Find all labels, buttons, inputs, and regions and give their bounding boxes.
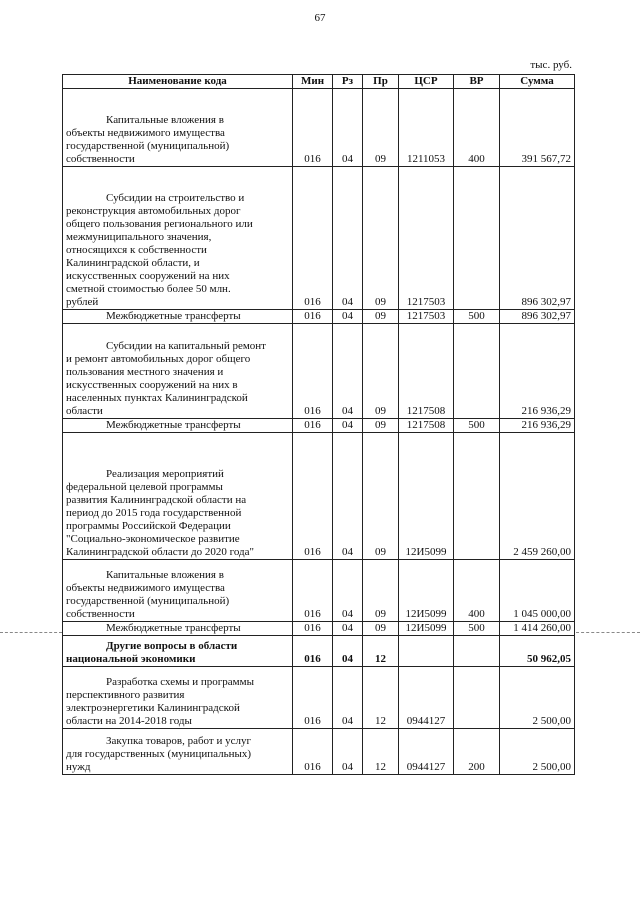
row-name: Капитальные вложения в объекты недвижимого имущества государственной (муниципальной) собственности <box>63 560 293 622</box>
row-sum: 2 500,00 <box>500 729 575 775</box>
row-name: Другие вопросы в области национальной экономики <box>63 636 293 667</box>
row-min: 016 <box>293 636 333 667</box>
currency-unit: тыс. руб. <box>530 59 572 71</box>
row-csr: 12И5099 <box>399 433 454 560</box>
row-min: 016 <box>293 433 333 560</box>
row-pr: 09 <box>363 419 399 433</box>
table-row <box>63 636 575 667</box>
row-pr: 09 <box>363 310 399 324</box>
row-csr: 1217508 <box>399 419 454 433</box>
row-rz: 04 <box>333 167 363 310</box>
row-min: 016 <box>293 324 333 419</box>
row-csr <box>399 636 454 667</box>
fold-line-right <box>576 632 640 633</box>
row-min: 016 <box>293 167 333 310</box>
row-sum: 216 936,29 <box>500 419 575 433</box>
row-rz: 04 <box>333 560 363 622</box>
row-min: 016 <box>293 560 333 622</box>
row-name: Капитальные вложения в объекты недвижимого имущества государственной (муниципальной) собственности <box>63 89 293 167</box>
row-rz: 04 <box>333 636 363 667</box>
row-name: Межбюджетные трансферты <box>63 419 293 433</box>
header-sum: Сумма <box>500 75 575 89</box>
table-row <box>63 167 575 310</box>
header-min: Мин <box>293 75 333 89</box>
row-csr: 1217503 <box>399 167 454 310</box>
row-csr: 0944127 <box>399 667 454 729</box>
row-sum: 1 045 000,00 <box>500 560 575 622</box>
row-csr: 1217508 <box>399 324 454 419</box>
row-sum: 1 414 260,00 <box>500 622 575 636</box>
row-rz: 04 <box>333 310 363 324</box>
row-rz: 04 <box>333 419 363 433</box>
row-name: Закупка товаров, работ и услуг для государственных (муниципальных) нужд <box>63 729 293 775</box>
row-rz: 04 <box>333 667 363 729</box>
row-vr <box>454 433 500 560</box>
header-rz: Рз <box>333 75 363 89</box>
row-name: Разработка схемы и программы перспективного развития электроэнергетики Калининградской области на 2014-2018 годы <box>63 667 293 729</box>
table-row <box>63 310 575 324</box>
row-min: 016 <box>293 729 333 775</box>
row-name: Субсидии на капитальный ремонт и ремонт автомобильных дорог общего пользования местного значения и искусственных сооружений на них в населенных пунктах Калининградской области <box>63 324 293 419</box>
table-row <box>63 560 575 622</box>
row-vr <box>454 636 500 667</box>
row-rz: 04 <box>333 729 363 775</box>
row-vr: 500 <box>454 310 500 324</box>
row-sum: 896 302,97 <box>500 310 575 324</box>
row-vr: 400 <box>454 89 500 167</box>
row-sum: 2 459 260,00 <box>500 433 575 560</box>
row-min: 016 <box>293 310 333 324</box>
row-pr: 12 <box>363 636 399 667</box>
row-csr: 1217503 <box>399 310 454 324</box>
row-csr: 12И5099 <box>399 560 454 622</box>
row-name: Межбюджетные трансферты <box>63 310 293 324</box>
row-pr: 09 <box>363 433 399 560</box>
row-rz: 04 <box>333 89 363 167</box>
row-rz: 04 <box>333 324 363 419</box>
row-sum: 391 567,72 <box>500 89 575 167</box>
row-min: 016 <box>293 89 333 167</box>
row-csr: 12И5099 <box>399 622 454 636</box>
table-row <box>63 419 575 433</box>
row-min: 016 <box>293 622 333 636</box>
header-vr: ВР <box>454 75 500 89</box>
row-vr <box>454 167 500 310</box>
row-name: Реализация мероприятий федеральной целевой программы развития Калининградской области на период до 2015 года государственной программы Российской Федерации "Социально-экономическое развитие Калининградской области до 2020 года" <box>63 433 293 560</box>
row-vr: 500 <box>454 622 500 636</box>
header-pr: Пр <box>363 75 399 89</box>
row-name: Субсидии на строительство и реконструкция автомобильных дорог общего пользования регионального или межмуниципального значения, относящихся к собственности Калининградской области, и искусственных сооружений на них сметной стоимостью более 50 млн. рублей <box>63 167 293 310</box>
table-row <box>63 89 575 167</box>
row-min: 016 <box>293 667 333 729</box>
row-sum: 2 500,00 <box>500 667 575 729</box>
page-number: 67 <box>314 12 326 24</box>
row-min: 016 <box>293 419 333 433</box>
row-csr: 1211053 <box>399 89 454 167</box>
row-pr: 09 <box>363 167 399 310</box>
row-vr <box>454 324 500 419</box>
table-header-row <box>63 75 575 89</box>
row-name: Межбюджетные трансферты <box>63 622 293 636</box>
row-rz: 04 <box>333 622 363 636</box>
table-row <box>63 667 575 729</box>
header-csr: ЦСР <box>399 75 454 89</box>
table-row <box>63 622 575 636</box>
row-csr: 0944127 <box>399 729 454 775</box>
fold-line-left <box>0 632 62 633</box>
row-pr: 09 <box>363 324 399 419</box>
budget-table <box>62 74 575 775</box>
row-vr: 400 <box>454 560 500 622</box>
row-pr: 09 <box>363 89 399 167</box>
table-row <box>63 324 575 419</box>
table-row <box>63 433 575 560</box>
header-name: Наименование кода <box>63 75 293 89</box>
row-sum: 216 936,29 <box>500 324 575 419</box>
row-vr <box>454 667 500 729</box>
row-sum: 50 962,05 <box>500 636 575 667</box>
row-vr: 500 <box>454 419 500 433</box>
row-pr: 09 <box>363 622 399 636</box>
table-row <box>63 729 575 775</box>
row-vr: 200 <box>454 729 500 775</box>
row-sum: 896 302,97 <box>500 167 575 310</box>
row-rz: 04 <box>333 433 363 560</box>
row-pr: 09 <box>363 560 399 622</box>
row-pr: 12 <box>363 667 399 729</box>
row-pr: 12 <box>363 729 399 775</box>
